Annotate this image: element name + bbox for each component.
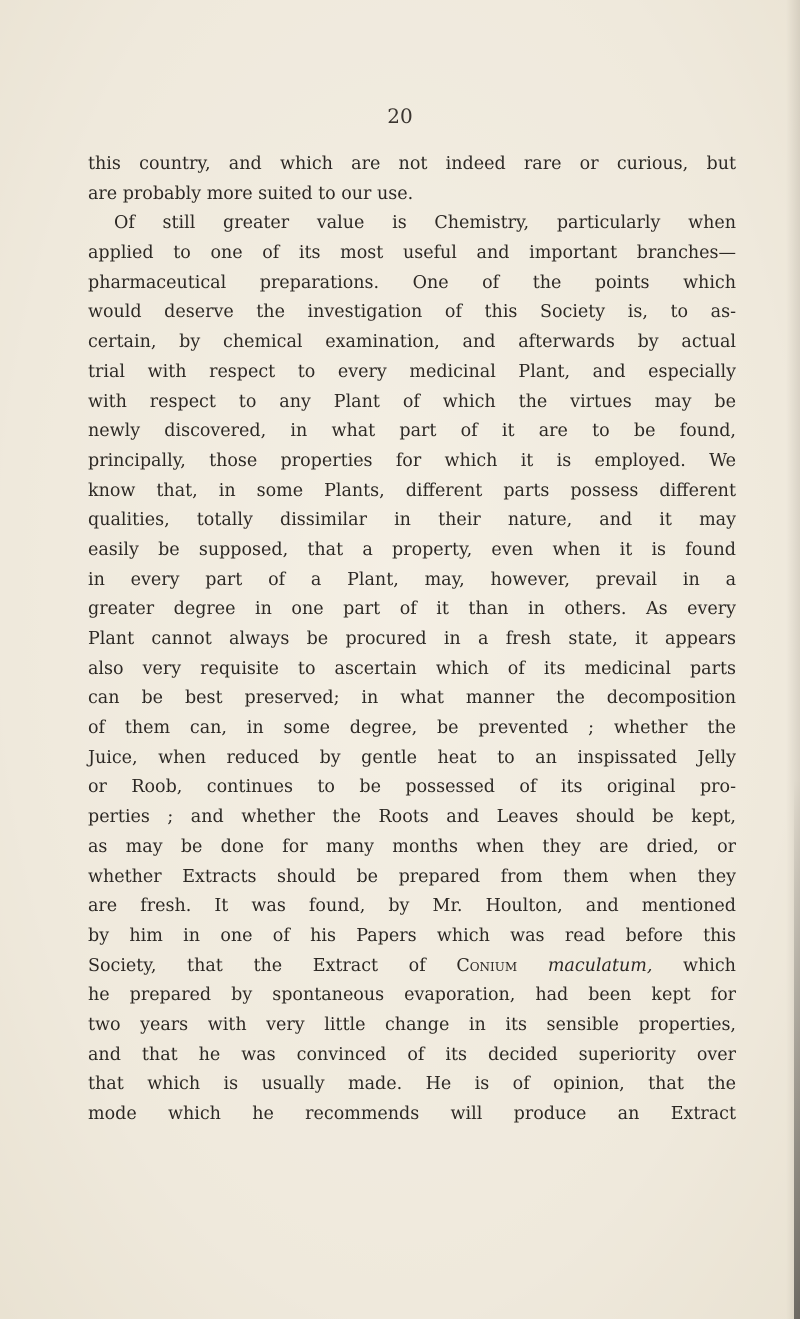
text-fragment: which xyxy=(683,955,736,976)
text-line: greater degree in one part of it than in others. As every xyxy=(88,599,736,620)
text-line: as may be done for many months when they are dried, or xyxy=(88,836,736,857)
text-line: are probably more suited to our use. xyxy=(88,183,414,204)
text-line: that which is usually made. He is of opinion, that the xyxy=(88,1074,736,1095)
text-line: trial with respect to every medicinal Plant, and especially xyxy=(88,361,736,382)
text-line: by him in one of his Papers which was read before this xyxy=(88,925,736,946)
text-line: mode which he recommends will produce an Extract xyxy=(88,1104,736,1124)
text-line: with respect to any Plant of which the virtues may be xyxy=(88,391,736,412)
text-line: and that he was convinced of its decided superiority over xyxy=(88,1044,736,1065)
text-line: can be best preserved; in what manner the decomposition xyxy=(88,688,736,709)
page-number: 20 xyxy=(387,104,413,128)
text-line: applied to one of its most useful and important branches— xyxy=(88,243,736,264)
text-line-mixed xyxy=(88,952,736,982)
page-edge-dark xyxy=(794,779,800,1319)
text-line: Of still greater value is Chemistry, particularly when xyxy=(114,213,736,234)
text-line: qualities, totally dissimilar in their nature, and it may xyxy=(88,510,736,531)
text-line: of them can, in some degree, be prevented ; whether the xyxy=(88,718,736,739)
text-line: Juice, when reduced by gentle heat to an inspissated Jelly xyxy=(88,747,736,768)
text-line: easily be supposed, that a property, even when it is found xyxy=(88,539,736,560)
text-line: certain, by chemical examination, and afterwards by actual xyxy=(88,332,736,353)
text-line: whether Extracts should be prepared from them when they xyxy=(88,866,736,887)
text-line: two years with very little change in its sensible properties, xyxy=(88,1014,736,1035)
text-line: know that, in some Plants, different parts possess different xyxy=(88,480,736,501)
body-text xyxy=(88,150,736,1130)
text-line: pharmaceutical preparations. One of the points which xyxy=(88,272,736,293)
text-line: or Roob, continues to be possessed of its original pro- xyxy=(88,777,736,798)
text-line: are fresh. It was found, by Mr. Houlton, and mentioned xyxy=(88,896,736,917)
text-line: he prepared by spontaneous evaporation, had been kept for xyxy=(88,985,736,1006)
text-fragment: Society, that the Extract of xyxy=(88,955,426,976)
text-line: also very requisite to ascertain which of its medicinal parts xyxy=(88,658,736,679)
text-line: Plant cannot always be procured in a fresh state, it appears xyxy=(88,629,736,649)
text-line: principally, those properties for which it is employed. We xyxy=(88,450,736,471)
species-name: maculatum, xyxy=(547,955,653,976)
genus-name: Conium xyxy=(456,955,518,976)
text-line: would deserve the investigation of this Society is, to as- xyxy=(88,302,736,323)
text-line: this country, and which are not indeed rare or curious, but xyxy=(88,154,736,174)
text-line: newly discovered, in what part of it are to be found, xyxy=(88,421,736,442)
text-line: in every part of a Plant, may, however, prevail in a xyxy=(88,569,736,590)
text-line: perties ; and whether the Roots and Leaves should be kept, xyxy=(88,807,736,828)
